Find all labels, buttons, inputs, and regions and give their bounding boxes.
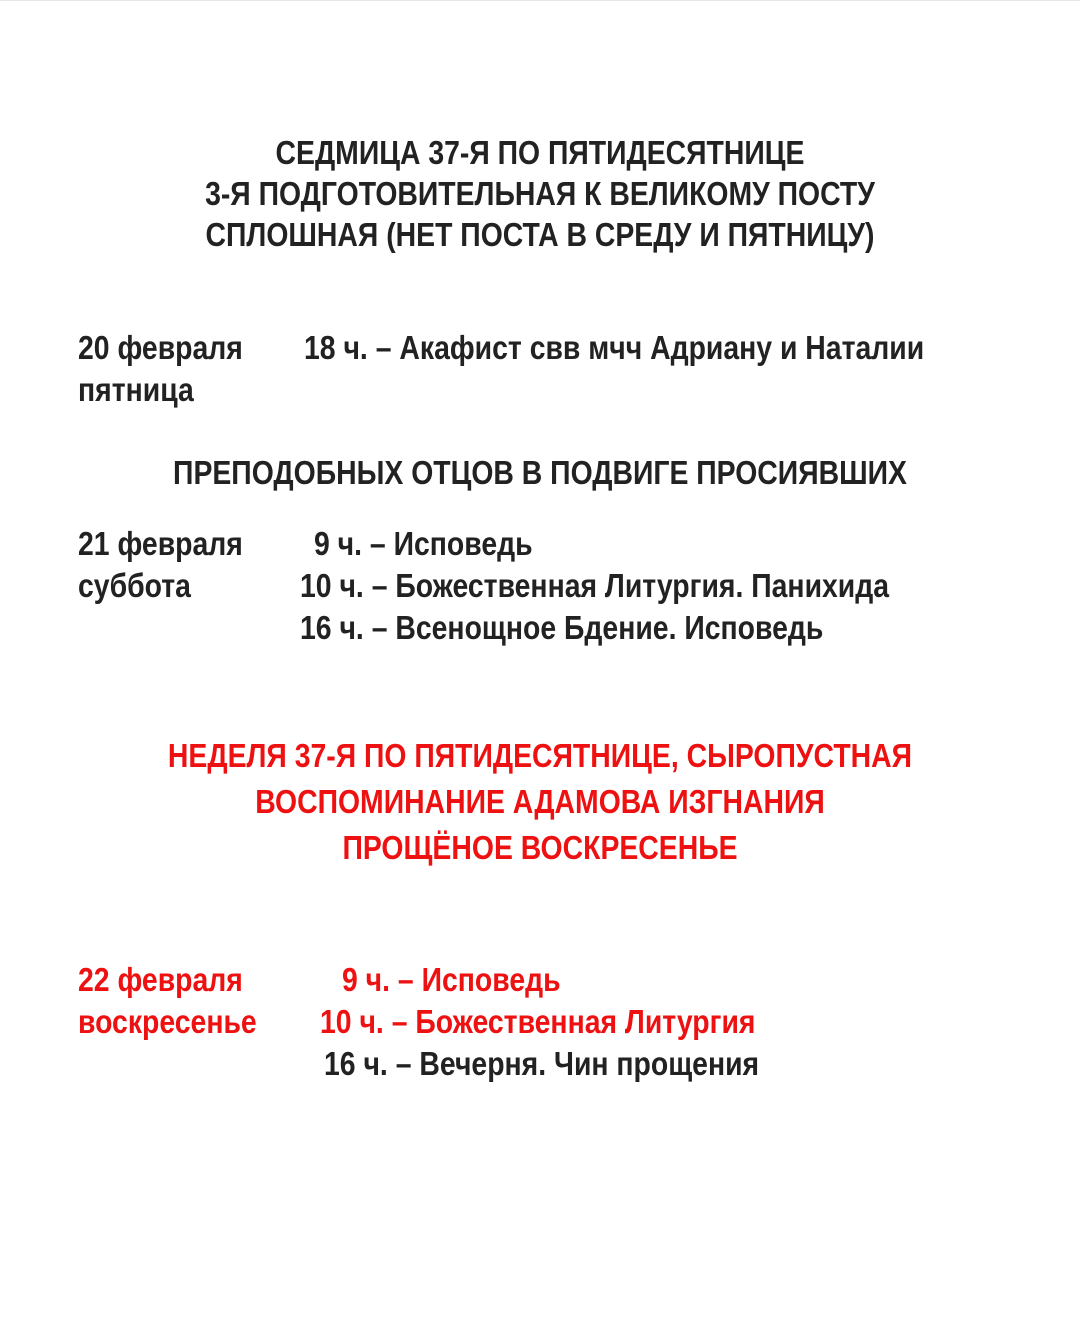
sunday-service-3: 16 ч. – Вечерня. Чин прощения [324,1045,760,1082]
friday-weekday: пятница [78,371,194,408]
week-header-line-2: 3-Я ПОДГОТОВИТЕЛЬНАЯ К ВЕЛИКОМУ ПОСТУ [205,175,875,212]
saturday-service-2: 10 ч. – Божественная Литургия. Панихида [300,567,890,604]
saturday-service-3: 16 ч. – Всенощное Бдение. Исповедь [300,609,824,646]
saturday-header [76,451,1005,495]
sunday-date: 22 февраля [78,961,243,998]
friday-date: 20 февраля [78,329,243,366]
sunday-service-2: 10 ч. – Божественная Литургия [320,1003,756,1040]
sunday-header-line-3: ПРОЩЁНОЕ ВОСКРЕСЕНЬЕ [342,829,738,866]
saturday-date: 21 февраля [78,525,243,562]
sunday-header [76,734,1005,870]
sunday-weekday: воскресенье [78,1003,257,1040]
saturday-weekday: суббота [78,567,191,604]
sunday-service-1: 9 ч. – Исповедь [342,961,561,998]
saturday-header-line: ПРЕПОДОБНЫХ ОТЦОВ В ПОДВИГЕ ПРОСИЯВШИХ [173,454,907,491]
sunday-header-line-1: НЕДЕЛЯ 37-Я ПО ПЯТИДЕСЯТНИЦЕ, СЫРОПУСТНАЯ [167,737,913,774]
week-header-line-3: СПЛОШНАЯ (НЕТ ПОСТА В СРЕДУ И ПЯТНИЦУ) [205,216,875,253]
sunday-header-line-2: ВОСПОМИНАНИЕ АДАМОВА ИЗГНАНИЯ [255,783,825,820]
week-header-line-1: СЕДМИЦА 37-Я ПО ПЯТИДЕСЯТНИЦЕ [275,134,805,171]
top-border [0,0,1080,1]
saturday-service-1: 9 ч. – Исповедь [314,525,533,562]
friday-service-1: 18 ч. – Акафист свв мчч Адриану и Наталии [304,329,925,366]
week-header [76,131,1005,257]
